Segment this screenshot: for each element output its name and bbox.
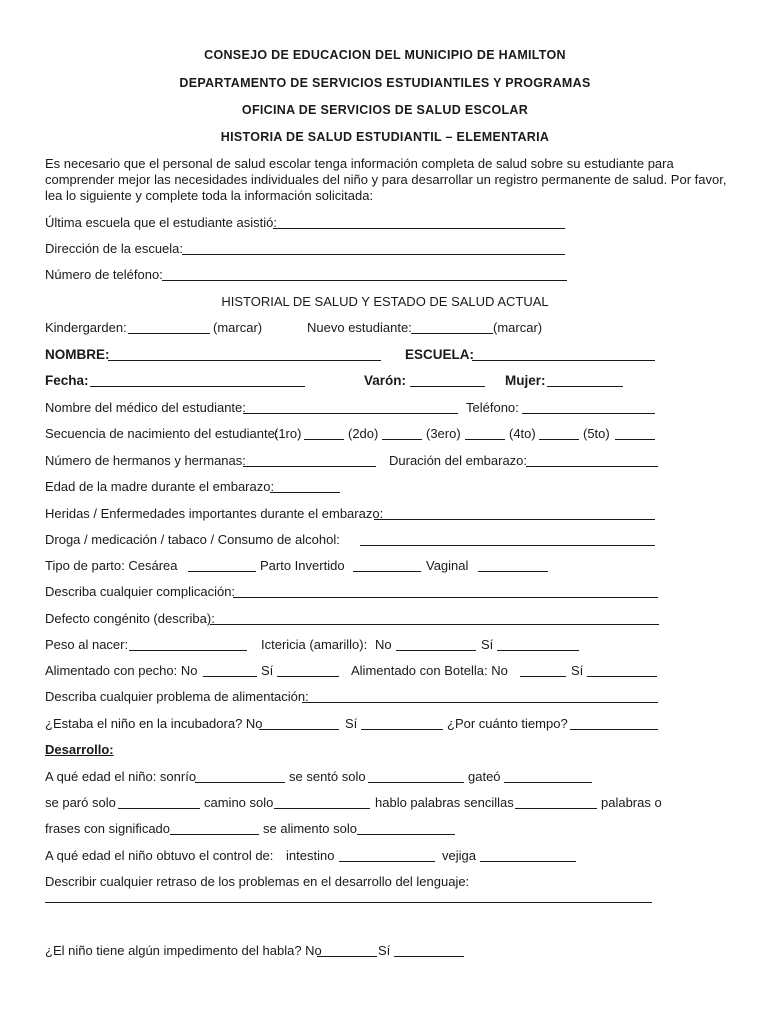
substances-label: Droga / medicación / tabaco / Consumo de alcohol:	[45, 532, 340, 547]
school-address-label: Dirección de la escuela:	[45, 241, 184, 256]
doctor-phone-label: Teléfono:	[466, 400, 519, 415]
birth-order-3-label: (3ero)	[426, 426, 461, 441]
row-substances	[45, 532, 735, 550]
birth-order-5-label: (5to)	[583, 426, 610, 441]
row-birth-order	[45, 426, 735, 444]
breastfed-yes-field[interactable]	[277, 676, 339, 677]
injuries-field[interactable]	[374, 519, 655, 520]
jaundice-yes-label: Sí	[481, 637, 494, 652]
feeding-problem-field[interactable]	[302, 702, 658, 703]
name-field[interactable]	[108, 360, 381, 361]
birth-weight-label: Peso al nacer:	[45, 637, 129, 652]
doctor-label: Nombre del médico del estudiante:	[45, 400, 246, 415]
new-student-mark-label: (marcar)	[493, 320, 543, 335]
fed-self-label: se alimento solo	[263, 821, 357, 836]
form-page	[45, 0, 725, 1024]
row-incubator	[45, 716, 735, 734]
smiled-label: A qué edad el niño: sonrío	[45, 769, 197, 784]
form-title: HISTORIA DE SALUD ESTUDIANTIL – ELEMENTARIA	[220, 130, 550, 144]
feeding-problem-label: Describa cualquier problema de alimentación:	[45, 689, 309, 704]
birth-order-label: Secuencia de nacimiento del estudiante:	[45, 426, 279, 441]
smiled-field[interactable]	[195, 782, 285, 783]
jaundice-label: Ictericia (amarillo):	[261, 637, 368, 652]
language-delay-field[interactable]	[45, 902, 652, 903]
date-field[interactable]	[90, 386, 305, 387]
delivery-vaginal-field[interactable]	[478, 571, 548, 572]
breastfed-no-field[interactable]	[203, 676, 257, 677]
bottlefed-yes-field[interactable]	[587, 676, 657, 677]
school-address-field[interactable]	[182, 254, 565, 255]
new-student-label: Nuevo estudiante:	[307, 320, 412, 335]
name-label: NOMBRE:	[45, 347, 110, 362]
row-birth-weight	[45, 637, 735, 655]
row-control	[45, 848, 735, 866]
birth-weight-field[interactable]	[129, 650, 247, 651]
pregnancy-duration-field[interactable]	[526, 466, 658, 467]
row-delivery-type	[45, 558, 735, 576]
row-kindergarden	[45, 320, 735, 338]
words-or-label: palabras o	[601, 795, 662, 810]
incubator-no-field[interactable]	[259, 729, 339, 730]
row-mother-age	[45, 479, 735, 497]
header-department: DEPARTAMENTO DE SERVICIOS ESTUDIANTILES Y PROGRAMAS	[179, 76, 591, 90]
row-siblings	[45, 453, 735, 471]
bladder-label: vejiga	[442, 848, 476, 863]
header-council: CONSEJO DE EDUCACION DEL MUNICIPIO DE HAMILTON	[204, 48, 566, 62]
substances-field[interactable]	[360, 545, 655, 546]
row-language-delay-line	[45, 892, 735, 910]
breastfed-no-label: Alimentado con pecho: No	[45, 663, 198, 678]
incubator-duration-field[interactable]	[570, 729, 658, 730]
stood-field[interactable]	[118, 808, 200, 809]
incubator-duration-label: ¿Por cuánto tiempo?	[447, 716, 568, 731]
birth-order-4-field[interactable]	[539, 439, 579, 440]
bottlefed-no-label: Alimentado con Botella: No	[351, 663, 508, 678]
speech-no-field[interactable]	[317, 956, 377, 957]
mother-age-field[interactable]	[270, 492, 340, 493]
phone-field[interactable]	[162, 280, 567, 281]
bottlefed-yes-label: Sí	[571, 663, 584, 678]
complication-label: Describa cualquier complicación:	[45, 584, 236, 599]
simple-words-label: hablo palabras sencillas	[375, 795, 514, 810]
row-development-1	[45, 769, 735, 787]
speech-yes-field[interactable]	[394, 956, 464, 957]
last-school-label: Última escuela que el estudiante asistió:	[45, 215, 277, 230]
jaundice-no-label: No	[375, 637, 392, 652]
female-field[interactable]	[547, 386, 623, 387]
doctor-field[interactable]	[243, 413, 458, 414]
delivery-cesarean-field[interactable]	[188, 571, 256, 572]
birth-order-2-field[interactable]	[382, 439, 422, 440]
section-title: HISTORIAL DE SALUD Y ESTADO DE SALUD ACTUAL	[221, 294, 549, 309]
male-label: Varón:	[364, 373, 407, 388]
breastfed-yes-label: Sí	[261, 663, 274, 678]
birth-order-5-field[interactable]	[615, 439, 655, 440]
bladder-field[interactable]	[480, 861, 576, 862]
birth-order-4-label: (4to)	[509, 426, 536, 441]
walked-label: camino solo	[204, 795, 274, 810]
crawled-field[interactable]	[504, 782, 592, 783]
siblings-field[interactable]	[243, 466, 376, 467]
female-label: Mujer:	[505, 373, 546, 388]
date-label: Fecha:	[45, 373, 89, 388]
birth-defect-label: Defecto congénito (describa):	[45, 611, 215, 626]
birth-order-1-field[interactable]	[304, 439, 344, 440]
male-field[interactable]	[410, 386, 485, 387]
birth-order-3-field[interactable]	[465, 439, 505, 440]
row-name	[45, 347, 735, 365]
delivery-breech-field[interactable]	[353, 571, 421, 572]
row-development-3	[45, 821, 735, 839]
phone-label: Número de teléfono:	[45, 267, 163, 282]
incubator-yes-label: Sí	[345, 716, 358, 731]
speech-yes-label: Sí	[378, 943, 391, 958]
injuries-label: Heridas / Enfermedades importantes durante el embarazo:	[45, 506, 384, 521]
row-date	[45, 373, 735, 391]
row-complication	[45, 584, 735, 602]
bottlefed-no-field[interactable]	[520, 676, 566, 677]
crawled-label: gateó	[468, 769, 501, 784]
birth-order-2-label: (2do)	[348, 426, 379, 441]
bowel-label: intestino	[286, 848, 335, 863]
sat-label: se sentó solo	[289, 769, 366, 784]
row-last-school	[45, 215, 735, 233]
jaundice-no-field[interactable]	[396, 650, 476, 651]
delivery-breech-label: Parto Invertido	[260, 558, 345, 573]
row-doctor	[45, 400, 735, 418]
intro-paragraph: Es necesario que el personal de salud escolar tenga información completa de salud sobre su estudiante para comprender mejor las necesidades individuales del niño y para desarrollar un registro permanente de salud. Por favor, lea lo siguiente y complete toda la información solicitada:	[45, 156, 727, 203]
row-phone	[45, 267, 735, 285]
incubator-no-label: ¿Estaba el niño en la incubadora? No	[45, 716, 263, 731]
header-office: OFICINA DE SERVICIOS DE SALUD ESCOLAR	[241, 103, 529, 117]
row-feeding-problem	[45, 689, 735, 707]
row-feeding	[45, 663, 735, 681]
delivery-cesarean-label: Tipo de parto: Cesárea	[45, 558, 178, 573]
sat-field[interactable]	[368, 782, 464, 783]
phrases-field[interactable]	[170, 834, 259, 835]
complication-field[interactable]	[233, 597, 658, 598]
row-development-title	[45, 742, 735, 760]
incubator-yes-field[interactable]	[361, 729, 443, 730]
speech-no-label: ¿El niño tiene algún impedimento del habla? No	[45, 943, 322, 958]
kindergarden-field[interactable]	[128, 333, 210, 334]
school-label: ESCUELA:	[405, 347, 475, 362]
new-student-field[interactable]	[411, 333, 493, 334]
control-label: A qué edad el niño obtuvo el control de:	[45, 848, 274, 863]
bowel-field[interactable]	[339, 861, 435, 862]
development-title: Desarrollo:	[45, 742, 114, 757]
delivery-vaginal-label: Vaginal	[426, 558, 469, 573]
kindergarden-label: Kindergarden:	[45, 320, 127, 335]
kindergarden-mark-label: (marcar)	[213, 320, 263, 335]
row-development-2	[45, 795, 735, 813]
birth-defect-field[interactable]	[210, 624, 659, 625]
row-school-address	[45, 241, 735, 259]
fed-self-field[interactable]	[357, 834, 455, 835]
mother-age-label: Edad de la madre durante el embarazo:	[45, 479, 275, 494]
simple-words-field[interactable]	[515, 808, 597, 809]
phrases-label: frases con significado	[45, 821, 171, 836]
row-birth-defect	[45, 611, 735, 629]
doctor-phone-field[interactable]	[522, 413, 655, 414]
jaundice-yes-field[interactable]	[497, 650, 579, 651]
school-field[interactable]	[472, 360, 655, 361]
birth-order-1-label: (1ro)	[274, 426, 302, 441]
row-injuries	[45, 506, 735, 524]
language-delay-label: Describir cualquier retraso de los problemas en el desarrollo del lenguaje:	[45, 874, 470, 889]
walked-field[interactable]	[274, 808, 370, 809]
stood-label: se paró solo	[45, 795, 116, 810]
row-language-delay	[45, 874, 735, 892]
siblings-label: Número de hermanos y hermanas:	[45, 453, 246, 468]
pregnancy-duration-label: Duración del embarazo:	[389, 453, 528, 468]
last-school-field[interactable]	[273, 228, 565, 229]
row-speech	[45, 943, 735, 961]
